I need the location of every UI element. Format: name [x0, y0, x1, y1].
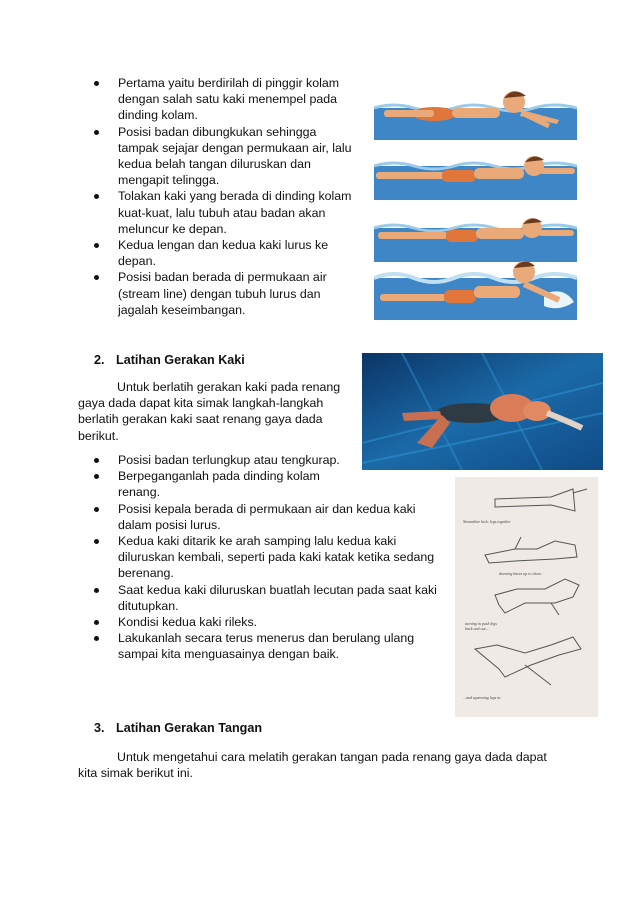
section-title: Latihan Gerakan Tangan: [116, 721, 263, 735]
sketch-caption: Streamline kick: legs together: [463, 519, 511, 524]
list-item: Posisi badan terlungkup atau tengkurap.: [94, 452, 450, 468]
list-item: Posisi badan berada di permukaan air (stream line) dengan tubuh lurus dan jagalah keseimbangan.: [94, 269, 360, 318]
list-item: Lakukanlah secara terus menerus dan berulang ulang sampai kita menguasainya dengan baik.: [94, 630, 450, 662]
list-item: Kedua lengan dan kedua kaki lurus ke depan.: [94, 237, 360, 269]
list-item: Pertama yaitu berdirilah di pinggir kolam dengan salah satu kaki menempel pada dinding kolam.: [94, 75, 360, 124]
intro-text: Untuk mengetahui cara melatih gerakan tangan pada renang gaya dada dapat kita simak berikut ini.: [78, 750, 547, 781]
list-item: Posisi badan dibungkukan sehingga tampak sejajar dengan permukaan air, lalu kedua belah tangan diluruskan dan mengapit telingga.: [94, 124, 360, 189]
intro-steps-list: [94, 75, 360, 318]
leg-kick-sketch: [455, 477, 598, 717]
sketch-caption: ...and squeezing legs in.: [463, 695, 502, 700]
section-2-heading: [94, 353, 245, 367]
list-item: Saat kedua kaki diluruskan buatlah lecutan pada saat kaki ditutupkan.: [94, 582, 450, 614]
sketch-caption: drawing knees up to chest...: [499, 571, 544, 576]
section-number: 2.: [94, 353, 105, 367]
list-item: Tolakan kaki yang berada di dinding kolam kuat-kuat, lalu tubuh atau badan akan meluncur ke depan.: [94, 188, 360, 237]
intro-text: Untuk berlatih gerakan kaki pada renang gaya dada dapat kita simak langkah-langkah berlatih gerakan kaki saat renang gaya dada berikut.: [78, 380, 341, 443]
section-2-intro: [78, 379, 356, 444]
section-title: Latihan Gerakan Kaki: [116, 353, 245, 367]
leg-kick-steps-list: [94, 452, 450, 663]
section-3-heading: [94, 721, 262, 735]
list-item: Berpeganganlah pada dinding kolam renang.: [94, 468, 450, 500]
section-number: 3.: [94, 721, 105, 735]
gliding-swimmer-illustration: [374, 80, 577, 322]
section-3-intro: [78, 749, 558, 781]
list-item: Kedua kaki ditarik ke arah samping lalu kedua kaki diluruskan kembali, seperti pada kaki katak ketika sedang berenang.: [94, 533, 450, 582]
list-item: Kondisi kedua kaki rileks.: [94, 614, 450, 630]
sketch-caption: turning in push legs back and out...: [465, 621, 497, 631]
list-item: Posisi kepala berada di permukaan air dan kedua kaki dalam posisi lurus.: [94, 501, 450, 533]
